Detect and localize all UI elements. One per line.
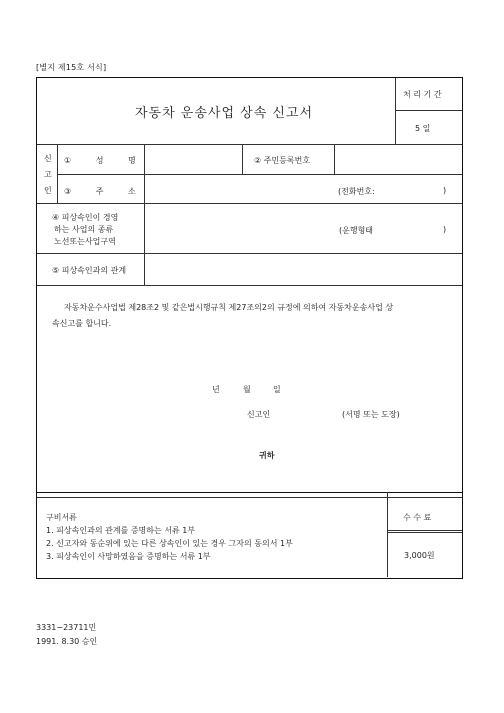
document-item-1: 1. 피상속인과의 관계를 증명하는 서류 1부: [46, 526, 196, 535]
label-column-line: [144, 144, 145, 285]
side-label-2: 고: [44, 170, 52, 179]
header-bottom-line: [37, 144, 462, 145]
operation-type-close: ): [443, 225, 447, 234]
business-label-1: ④ 피상속인이 경영: [52, 213, 119, 222]
fee-row-line: [387, 532, 462, 533]
phone-label: (전화번호:: [338, 187, 375, 196]
side-label-3: 인: [44, 186, 52, 195]
processing-period-value: 5 일: [415, 124, 431, 133]
fee-column-line: [387, 492, 388, 577]
side-label-line: [57, 144, 58, 203]
form-frame: [36, 77, 463, 493]
processing-divider: [395, 110, 462, 111]
signer-label: 신고인: [247, 410, 271, 419]
form-code: 3331−23711민: [36, 623, 97, 632]
resident-number-label: ② 주민등록번호: [254, 156, 311, 165]
processing-column-line: [395, 78, 396, 144]
relation-label: ⑤ 피상속인과의 관계: [52, 266, 127, 275]
resident-label-right-line: [334, 144, 335, 174]
relation-bottom-line: [37, 285, 462, 286]
form-title: 자동차 운송사업 상속 신고서: [135, 106, 314, 121]
name-label: ① 성 명: [64, 156, 136, 165]
address-label: ③ 주 소: [64, 187, 136, 196]
statement-line-1: 자동차운수사업법 제28조2 및 같은법시행규칙 제27조의2의 규정에 의하여 자동차운송사업 상: [64, 303, 394, 312]
business-bottom-line: [37, 253, 462, 254]
approval-date: 1991. 8.30 승인: [36, 637, 98, 646]
side-label-1: 신: [44, 154, 52, 163]
statement-line-2: 속신고를 합니다.: [52, 319, 112, 328]
attachments-box: [36, 492, 463, 579]
date-month: 월: [243, 385, 251, 394]
date-year: 년: [212, 385, 220, 394]
fee-value: 3,000원: [404, 551, 435, 560]
processing-period-label: 처 리 기 간: [403, 90, 442, 99]
business-label-2: 하는 사업의 종류: [54, 225, 114, 234]
operation-type-label: (운행형태: [339, 226, 374, 235]
business-label-3: 노선또는사업구역: [54, 237, 116, 246]
form-number: [별지 제15호 서식]: [36, 63, 107, 72]
document-item-3: 3. 피상속인이 사망하였음을 증명하는 서류 1부: [46, 552, 211, 561]
fee-label: 수 수 료: [403, 513, 432, 522]
applicant-row-line: [57, 174, 462, 175]
documents-heading: 구비서류: [46, 513, 77, 522]
signature-label: (서명 또는 도장): [342, 410, 400, 419]
resident-label-left-line: [242, 144, 243, 174]
phone-close: ): [443, 186, 447, 195]
addressee: 귀하: [259, 451, 275, 460]
address-bottom-line: [37, 203, 462, 204]
date-day: 일: [273, 385, 281, 394]
document-item-2: 2. 신고자와 동순위에 있는 다른 상속인이 있는 경우 그자의 동의서 1부: [46, 539, 293, 548]
